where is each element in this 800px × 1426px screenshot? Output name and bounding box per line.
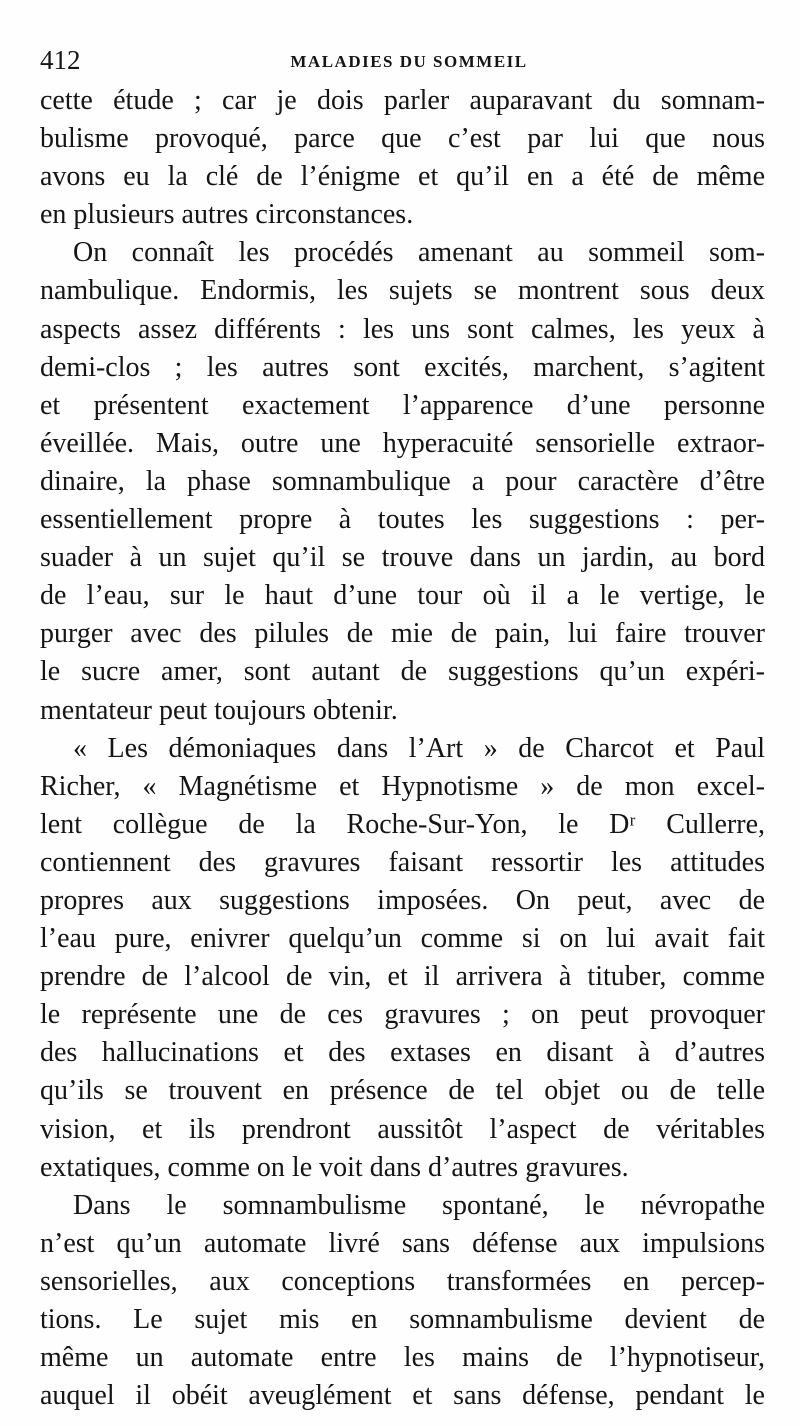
running-head: [40, 40, 770, 80]
text-line: lent collègue de la Roche-Sur-Yon, le Dʳ Cullerre,: [40, 808, 765, 840]
text-line: Dans le somnambulisme spontané, le névropathe: [73, 1189, 765, 1221]
text-line: cette étude ; car je dois parler auparavant du somnam-: [40, 85, 765, 116]
running-title: MALADIES DU SOMMEIL: [290, 52, 528, 71]
text-line: et présentent exactement l’apparence d’une personne: [40, 389, 765, 421]
text-line: Richer, « Magnétisme et Hypnotisme » de mon excel-: [40, 770, 765, 802]
text-line: avons eu la clé de l’énigme et qu’il en a été de même: [40, 161, 765, 193]
text-line: aspects assez différents : les uns sont calmes, les yeux à: [40, 313, 765, 345]
text-line: éveillée. Mais, outre une hyperacuité sensorielle extraor-: [40, 427, 765, 459]
text-line: n’est qu’un automate livré sans défense aux impulsions: [40, 1227, 765, 1259]
page-number: 412: [40, 45, 81, 75]
text-line: mentateur peut toujours obtenir.: [40, 694, 398, 726]
text-line: essentiellement propre à toutes les suggestions : per-: [40, 504, 765, 536]
text-line: le sucre amer, sont autant de suggestions qu’un expéri-: [40, 656, 765, 688]
text-line: sensorielles, aux conceptions transformées en percep-: [40, 1265, 765, 1297]
text-line: demi-clos ; les autres sont excités, marchent, s’agitent: [40, 351, 765, 383]
text-line: des hallucinations et des extases en disant à d’autres: [40, 1037, 765, 1069]
body-text: [40, 82, 765, 1415]
text-line: en plusieurs autres circonstances.: [40, 199, 414, 231]
text-line: vision, et ils prendront aussitôt l’aspect de véritables: [40, 1113, 765, 1145]
text-line: auquel il obéit aveuglément et sans défense, pendant le: [40, 1380, 765, 1412]
text-line: extatiques, comme on le voit dans d’autres gravures.: [40, 1151, 629, 1183]
text-line: le représente une de ces gravures ; on peut provoquer: [40, 999, 765, 1031]
text-line: même un automate entre les mains de l’hypnotiseur,: [40, 1342, 765, 1374]
text-line: dinaire, la phase somnambulique a pour caractère d’être: [40, 465, 765, 497]
text-line: « Les démoniaques dans l’Art » de Charcot et Paul: [73, 732, 765, 764]
text-line: suader à un sujet qu’il se trouve dans un jardin, au bord: [40, 542, 765, 574]
text-line: contiennent des gravures faisant ressortir les attitudes: [40, 846, 765, 878]
text-line: bulisme provoqué, parce que c’est par lui que nous: [40, 123, 765, 155]
text-line: purger avec des pilules de mie de pain, lui faire trouver: [40, 618, 765, 650]
text-line: qu’ils se trouvent en présence de tel objet ou de telle: [40, 1075, 765, 1107]
text-line: l’eau pure, enivrer quelqu’un comme si on lui avait fait: [40, 923, 765, 955]
text-line: nambulique. Endormis, les sujets se montrent sous deux: [40, 275, 765, 307]
text-line: propres aux suggestions imposées. On peut, avec de: [40, 884, 765, 916]
text-line: tions. Le sujet mis en somnambulisme devient de: [40, 1304, 765, 1335]
text-line: prendre de l’alcool de vin, et il arrivera à tituber, comme: [40, 961, 765, 993]
text-line: de l’eau, sur le haut d’une tour où il a le vertige, le: [40, 580, 765, 612]
text-line: On connaît les procédés amenant au sommeil som-: [73, 237, 765, 269]
